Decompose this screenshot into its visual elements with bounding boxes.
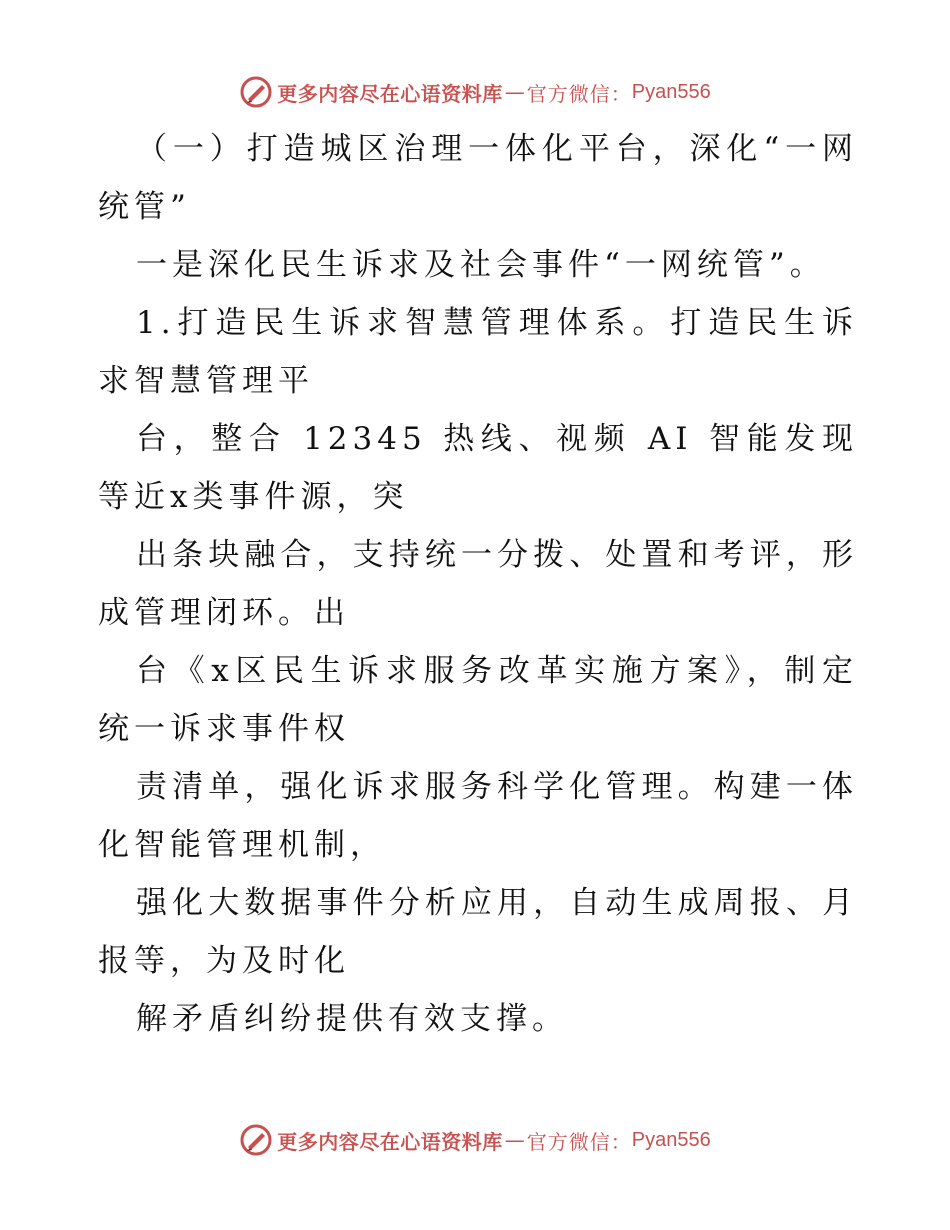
paragraph: 台《x区民生诉求服务改革实施方案》，制定统一诉求事件权 xyxy=(98,653,858,747)
banner-contact-label: 官方微信： xyxy=(526,1129,632,1154)
paragraph: 一是深化民生诉求及社会事件“一网统管”。 xyxy=(136,247,826,283)
banner-dash: — xyxy=(504,1128,525,1152)
paragraph: 解矛盾纠纷提供有效支撑。 xyxy=(136,1001,568,1037)
paragraph: 强化大数据事件分析应用，自动生成周报、月报等，为及时化 xyxy=(98,885,858,979)
paragraph: 1.打造民生诉求智慧管理体系。打造民生诉求智慧管理平 xyxy=(98,305,858,399)
library-logo-icon xyxy=(239,1123,273,1157)
library-logo-icon xyxy=(239,75,273,109)
banner-title: 更多内容尽在心语资料库 xyxy=(277,1129,503,1154)
banner-dash: — xyxy=(504,80,525,104)
document-body xyxy=(98,120,858,1048)
banner-contact-id: Pyan556 xyxy=(631,1128,711,1151)
section-heading: （一）打造城区治理一体化平台，深化“一网统管” xyxy=(98,131,858,225)
banner-contact-id: Pyan556 xyxy=(631,80,711,103)
paragraph: 责清单，强化诉求服务科学化管理。构建一体化智能管理机制， xyxy=(98,769,858,863)
header-banner xyxy=(0,72,950,112)
paragraph: 出条块融合，支持统一分拨、处置和考评，形成管理闭环。出 xyxy=(98,537,858,631)
paragraph: 台，整合 12345 热线、视频 AI 智能发现等近x类事件源，突 xyxy=(98,421,858,515)
banner-contact-label: 官方微信： xyxy=(526,81,632,106)
banner-title: 更多内容尽在心语资料库 xyxy=(277,81,503,106)
footer-banner xyxy=(0,1120,950,1160)
